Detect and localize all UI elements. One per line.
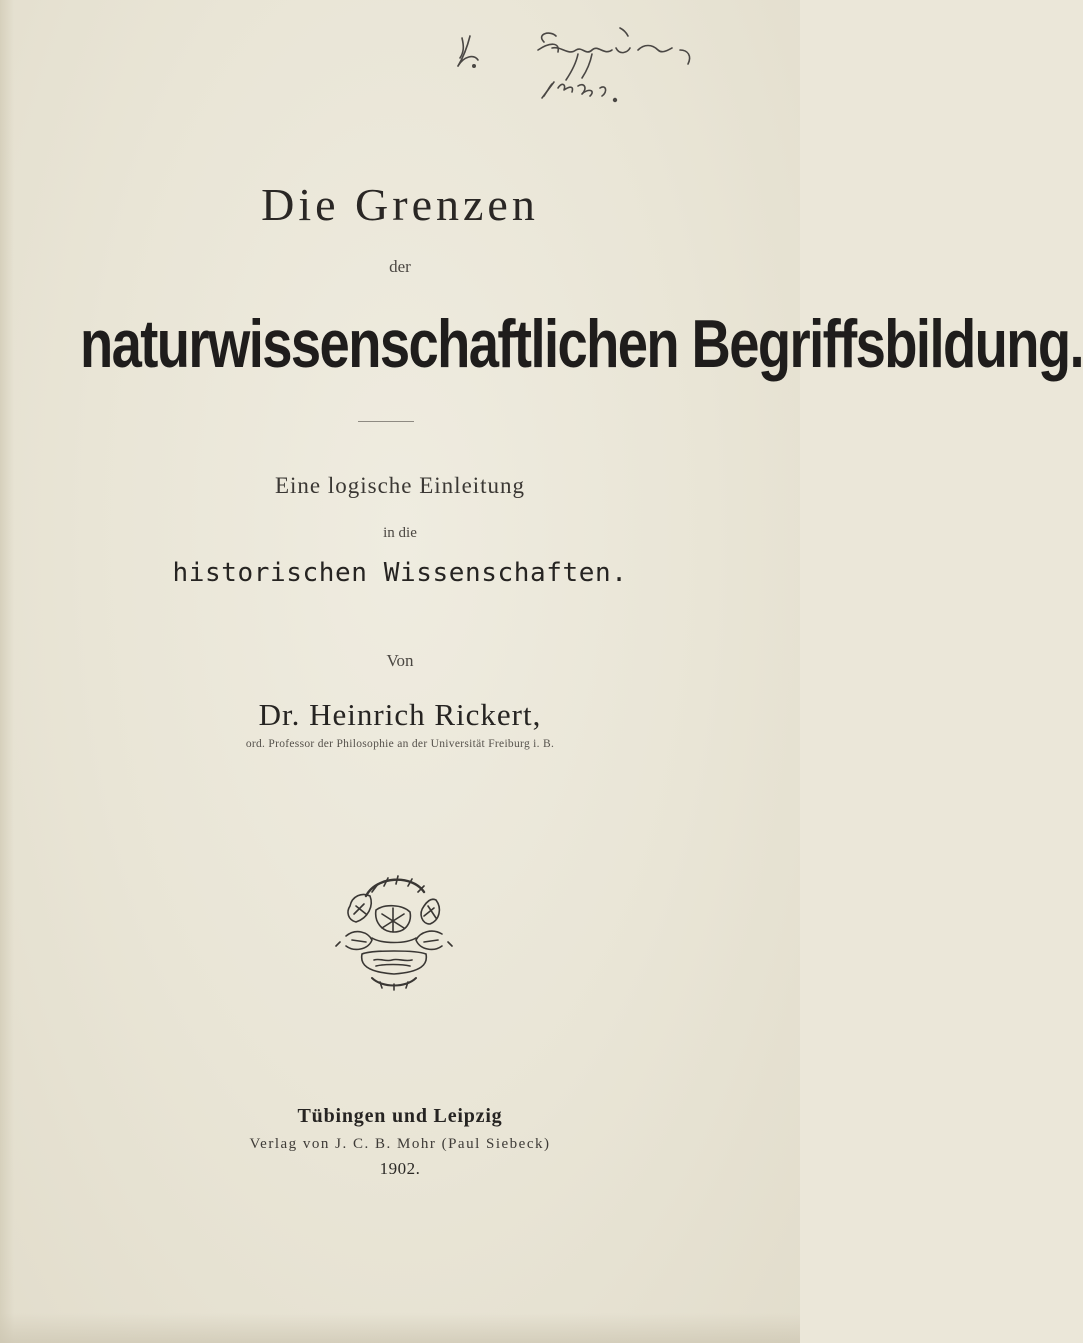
subtitle-line-1: Eine logische Einleitung xyxy=(274,473,526,498)
subtitle-line-2: in die xyxy=(383,525,417,541)
by-label: Von xyxy=(386,651,414,670)
publisher-name: Verlag von J. C. B. Mohr (Paul Siebeck) xyxy=(249,1136,551,1152)
subtitle-line-3: historischen Wissenschaften. xyxy=(172,558,628,588)
title-line-1: Die Grenzen xyxy=(261,179,539,230)
title-line-2: naturwissenschaftlichen Begriffsbildung. xyxy=(80,306,1083,382)
author-name: Dr. Heinrich Rickert, xyxy=(258,697,542,732)
publisher-emblem-icon xyxy=(332,866,456,998)
handwritten-inscription xyxy=(440,20,720,130)
publication-year: 1902. xyxy=(379,1159,421,1178)
divider-rule xyxy=(358,421,414,422)
publication-place: Tübingen und Leipzig xyxy=(297,1105,503,1127)
author-affiliation: ord. Professor der Philosophie an der Universität Freiburg i. B. xyxy=(245,738,555,750)
title-connector: der xyxy=(389,257,411,276)
